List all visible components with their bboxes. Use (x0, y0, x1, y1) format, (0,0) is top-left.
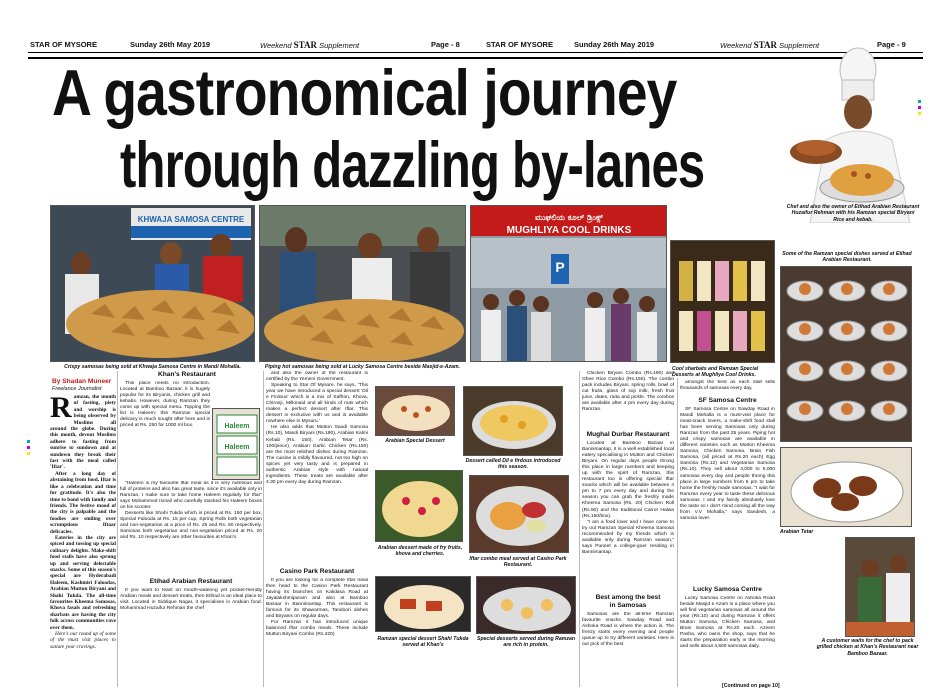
shahi-tukda-caption: Ramzan special dessert Shahi Tukda served at Khan's (377, 636, 469, 649)
headline-line-1: A gastronomical journey (52, 57, 677, 130)
khwaja-sign-text: KHWAJA SAMOSA CENTRE (137, 215, 245, 224)
paragraph: If you want to feast on mouth-watering yet pocket-friendly Arabian meals and dessert treats, then Etihad is an ideal place to visit. Located in Siddique Nagar, it specialises in Arabian food. Mohammad Huzaifur Rehman the chef (120, 588, 262, 612)
tetar-caption: Arabian Tetar (780, 529, 814, 535)
column-4b (582, 441, 674, 591)
paragraph: Located at Bamboo Bazaar in Bannimantap, it is a well established local eatery specialising in Mutton and Chicken Biryani. On regular days people throng this place in large numbers and keeping up with the spirit of Ramzan, this restaurant too is offering special Iftar snacks which will be available between 4 pm to 7 pm every day and during the season you can grab the freshly made Kheema Samosa (Rs. 20) Chicken Roll (Rs.50) and the traditional Carrot Halwa (Rs.150/box). (582, 441, 674, 519)
registration-mark (27, 452, 30, 455)
mughliya-kannada-text: ಮುಘಲಿಯ ಕೂಲ್ ಡ್ರಿಂಕ್ಸ್ (535, 213, 603, 222)
column-rule (263, 371, 264, 687)
haleem-label: Haleem (224, 423, 250, 430)
column-1 (50, 394, 116, 684)
ramzan-dishes-caption: Some of the Ramzan special dishes served at Etihad Arabian Restaurant. (782, 251, 912, 264)
header-right-page: Page - 9 (877, 40, 906, 49)
paragraph: This place needs no introduction. Located at Bamboo Bazaar, it is hugely popular for its Biryanis, chicken grill and kebabs. However, during Ramzan they come up with special menu. Topping the list is Haleem; this Ramzan special delicacy is much sought after here and is priced at Rs. 250 for 1000 ml box. (120, 381, 210, 429)
special-desserts-photo (476, 576, 576, 634)
header-left-supplement (260, 40, 359, 50)
paragraph: Chicken Biryani Combo (Rs.180) and Ghee Rice Combo (Rs.150). The combo pack includes Biryani, spring rolls, bowl of cut fruits, glass of soji milk, fresh fruit juice, dates, raita and pickle. The combos are available after 4 pm every day during Ramzan. (582, 371, 674, 413)
arabian-fruits-caption: Arabian dessert made of fry fruits, khova and cherries. (377, 545, 463, 558)
drop-cap: R (50, 394, 72, 424)
paragraph: He also adds that Mutton Saudi Samosa (Rs.10), Mandi Biryani (Rs.190), Arabian Kalmi Kebab (Rs. 150), Arabian Tetar (Rs. 100/piece), Arabian Garlic Chicken (Rs.150) are the most relished dishes during Ramzan. The cuisine is mildly flavoured, not too high on spices yet very tasty and is prepared in authentic Arabian style with natural ingredients. These treats are available after 4.30 pm every day during Ramzan. (266, 425, 368, 485)
column-rule (677, 378, 678, 687)
dil-e-firdous-photo (463, 386, 563, 456)
mughliya-photo (470, 205, 667, 362)
subhead-lucky: Lucky Samosa Centre (693, 586, 762, 593)
header-left-paper: STAR OF MYSORE (30, 40, 97, 49)
registration-mark (27, 440, 30, 443)
iftar-combo-photo (469, 475, 569, 553)
arabian-fruits-photo (375, 470, 463, 542)
header-right-paper: STAR OF MYSORE (486, 40, 553, 49)
dil-e-firdous-caption: Dessert called Dil e firdous introduced this season. (465, 458, 561, 471)
supplement-post: Supplement (779, 41, 820, 50)
haleem-label: Haleem (224, 444, 250, 451)
column-3a (266, 371, 368, 567)
paragraph: Here's our round up of some of the must visit places to satiate your cravings. (50, 631, 116, 650)
byline-author: By Shadan Muneer (52, 378, 112, 385)
intro-paragraph: amzan, the month of fasting, piety and worship is being observed by Muslims all around the globe. During this month, devout Muslims adhere to fasting from sunrise to sundown and at sundown they break their fast with the meal called 'Iftar'. (50, 394, 116, 471)
continued-note: [Continued on page 10] (722, 683, 780, 689)
iftar-combo-caption: Iftar combo meal served at Casino Park Restaurant. (469, 556, 567, 569)
supplement-brand: STAR (293, 40, 317, 50)
column-rule (117, 371, 118, 687)
svg-text:P: P (555, 259, 565, 275)
arabian-special-caption: Arabian Special Dessert (385, 438, 445, 444)
paragraph: SF Samosa Centre on Sawday Road in Mandi Mohalla is a must-visit place for meat-snack lovers, a make-shift food stall has been serving Samosas only during Ramzan from the past 25 years. Piping hot and crispy samosas are available in different varieties such as Mutton Kheema Samosa, Chicken Samosa, Brain Fish Samosa, (all priced at Rs.20 each) Egg Samosa (Rs.12) and Vegetarian Samosa (Rs.10). They sell about 4,000 to 5,000 samosas every day and people throng this place in large numbers from 6 pm to take home the freshly made samosas. "I wait for Ramzan every year to taste these delicious samosas. I and my family absolutely love the taste so I don't mind coming all the way from V.V Mohalla," says Sandesh, a samosa lover. (680, 407, 775, 521)
column-2b (120, 481, 262, 576)
paragraph: amongst the best as each stall sells thousands of samosas every day. (680, 380, 775, 392)
arabian-tetar-photo (780, 447, 912, 527)
paragraph: If you are looking for a complete Iftar meal then head to the Casino Park Restaurant having its branches on Kalidasa Road at Jayalakshmipuram and also at Bamboo Bazaar in Bannimantap. This restaurant is famous for its Shawarmas, Tandoori dishes and Biryanis on regular days. (266, 578, 368, 620)
paragraph: Desserts like Shahi Tukda which is priced at Rs. 150 per box, Special Falooda at Rs. 15 per cup, Spring Rolls both vegetarian and non-vegetarian at a price of Rs. 25 and Rs. 60 respectively. Samosas both vegetarian and non-vegetarian priced at Rs. 20 and Rs. 10 respectively are other favourites at Khan's. (120, 511, 262, 541)
headline-line-2: through dazzling by-lanes (120, 129, 705, 202)
byline-role: Freelance Journalist (52, 386, 102, 392)
supplement-brand: STAR (753, 40, 777, 50)
header-left-page: Page - 8 (431, 40, 460, 49)
column-5b (680, 407, 775, 583)
supplement-post: Supplement (319, 41, 360, 50)
column-5c (680, 596, 775, 680)
subhead-best-2: in Samosas (609, 602, 647, 609)
column-rule (579, 371, 580, 687)
registration-mark (27, 446, 30, 449)
header-right-date: Sunday 26th May 2019 (574, 40, 655, 49)
khwaja-caption: Crispy samosas being sold at Khwaja Samosa Centre in Mandi Mohalla. (64, 364, 241, 370)
paragraph: After a long day of abstaining from food, Iftar is like a celebration and time for gratitude. It's also the time to bond with family and friends. The festive mood of the city is palpable and the foodies are smiling over scrumptious Iftaar delicacies. (50, 470, 116, 535)
subhead-sf: SF Samosa Centre (698, 397, 757, 404)
subhead-etihad: Etihad Arabian Restaurant (149, 578, 233, 585)
haleem-photo (212, 408, 260, 480)
customer-caption: A customer waits for the chef to pack grilled chicken at Khan's Restaurant near Bamboo Bazaar. (816, 638, 919, 657)
shahi-tukda-photo (375, 576, 471, 632)
paragraph: Speaking to Star Of Mysore, he says, 'This year we have introduced a special dessert 'Dil e Firdous' which is a mix of Saffron, Khova, Chironji, Milkmaid and all kinds of nuts which makes a perfect dessert after Iftar. This dessert is exclusive with us and is available nowhere else in Mysuru.' (266, 383, 368, 425)
chef-caption: Chef and also the owner of Etihad Arabian Restaurant Huzaifur Rehman with his Ramzan special Biryani Rice and kebab. (786, 204, 920, 223)
khwaja-samosa-photo (50, 205, 255, 362)
mughliya-sign-text: MUGHLIYA COOL DRINKS (506, 225, 632, 236)
paragraph: Lucky Samosa Centre on Ashoka Road beside Masjid e Azam is a place where you will find vegetarian samosas all around the year (Rs.10) and during Ramzan it offers Mutton Samosa, Chicken Samosa, and Brain Samosa at Rs.20 each. Azeem Pasha, who owns the shop, says that he starts the preparation early in the morning and sells about 4,500 samosas daily. (680, 596, 775, 650)
paragraph: Samosas are the all-time Ramzan favourite snacks. Sawday Road and Ashoka Road is where the action is. The frenzy starts every evening and people queue up to try different varieties. Here is our pick of the best (582, 612, 674, 648)
arabian-special-dessert-photo (375, 386, 455, 436)
sharbat-photo (670, 240, 775, 363)
lucky-caption: Piping hot samosas being sold at Lucky Samosa Centre beside Masjid-e-Azam. (264, 364, 461, 370)
paragraph: and also the owner of the restaurant is certified by the Yemeni Government. (266, 371, 368, 383)
ramzan-dishes-photo (780, 266, 912, 442)
customer-photo (845, 537, 915, 637)
paragraph: For Ramzan it has introduced unique balanced Iftar combo meals. These include Mutton Biryani Combo (Rs.220) (266, 620, 368, 638)
special-desserts-caption: Special desserts served during Ramzan are rich in protein. (476, 636, 576, 649)
column-5a (680, 380, 775, 394)
column-4a (582, 371, 674, 429)
lucky-samosa-photo (259, 205, 466, 362)
supplement-pre: Weekend (720, 41, 752, 50)
paragraph: "Haleem is my favourite Iftar meal as it is very nutritious and full of proteins and also has great taste, since it's available only in Ramzan, I make sure to take home Haleem regularly for Iftar" says Mohammed Ismail who carefully stacked his Haleem boxes on his scooter. (120, 481, 262, 511)
supplement-pre: Weekend (260, 41, 292, 50)
sharbat-caption: Cool sharbats and Ramzan Special Desserts at Mughliya Cool Drinks. (672, 366, 759, 379)
paragraph: Eateries in the city are spiced and tossing up special culinary delights. Make-shift food stalls have also sprung up and serving delectable snacks. Some of this season's special are Hyderabadi Haleem, Kashmiri Faloodas, Arabian Mutton Biryani and Shahi Tukda. The all-time favourites Kheema Samosas, Khova fasals and refreshing sharbats are having the city folk across communities rave over them. (50, 534, 116, 631)
column-4c (582, 612, 674, 688)
paragraph: "I am a food lover and I have come to try out Ramzan Special Kheema Samosa recommended by my friends which is available only during Ramzan season," says Puneet a college-goer residing in Bannimantap. (582, 519, 674, 555)
subhead-mughal: Mughal Durbar Restaurant (586, 431, 670, 438)
column-2a (120, 381, 210, 481)
column-2c (120, 588, 262, 688)
subhead-casino: Casino Park Restaurant (279, 568, 355, 575)
header-left-date: Sunday 26th May 2019 (130, 40, 211, 49)
subhead-khans: Khan's Restaurant (158, 371, 216, 378)
subhead-best: Best among the best (595, 594, 661, 601)
column-3b (266, 578, 368, 688)
chef-photo (770, 40, 930, 223)
